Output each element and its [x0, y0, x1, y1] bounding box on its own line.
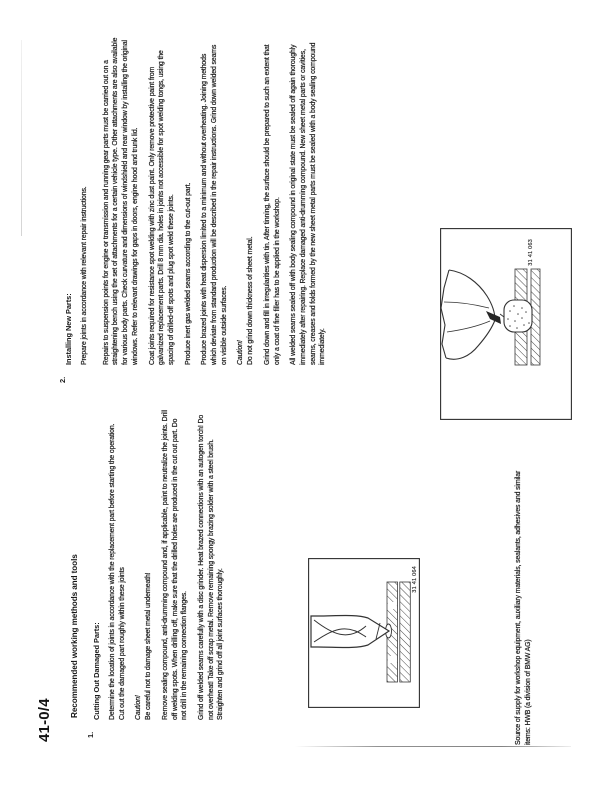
drill-illustration: [308, 558, 420, 708]
figure-number: 31 41 063: [528, 239, 534, 266]
section-title: Installing New Parts:: [64, 293, 73, 365]
tinning-illustration: [440, 228, 572, 420]
right-column: [58, 39, 335, 385]
paragraph: Coat joints required for resistance spot welding with zinc dust paint. Only remove protective paint from galvanized replacement parts. Drill 8 mm dia. holes in joints not accessible for spot welding tongs, using the spacing of drilled-off spots and plug spot weld these joints.: [148, 50, 175, 365]
caution-label: Caution!: [237, 340, 245, 365]
section-number: 2.: [58, 376, 67, 383]
spot-weld-gap: [388, 656, 397, 663]
left-column: [70, 408, 233, 740]
section-number: 1.: [86, 731, 95, 738]
paragraph: Grind off welded seams carefully with a disc grinder. Heat brazed connections with an autogen torch! Do not overheat! Take off scrap metal. Remove remaining spongy brazing solder with a steel brush. Straighten and grind off all joint surfaces thoroughly.: [197, 414, 225, 720]
paragraph: Produce inert gas welded seams according to the cut-out part.: [184, 182, 192, 365]
paragraph-text: Cut out the damaged part roughly within these joints: [118, 567, 126, 720]
section-cutting-out: [86, 408, 104, 740]
section-title: Cutting Out Damaged Parts:: [92, 622, 101, 720]
caution-block: [134, 408, 153, 720]
scan-edge-shadow: [295, 746, 571, 747]
drill-figure: [308, 558, 420, 708]
paragraph: Produce brazed joints with heat dispersion limited to a minimum and without overheating. Joining methods which deviate from standard production will be described in the repair instructions. Grind down welded seams on visible outside surfaces.: [201, 44, 228, 365]
caution-text: Be careful not to damage sheet metal underneath!: [145, 572, 153, 720]
caution-text: Do not grind down thickness of sheet metal.: [247, 236, 255, 365]
tin-blob: [504, 300, 532, 332]
caution-block: [236, 37, 255, 365]
source-line-2: items: HWB (a division of BMW AG): [524, 639, 532, 745]
figure-number: 31 41 064: [412, 566, 418, 593]
paragraph: [108, 408, 127, 720]
spot-weld-gap: [388, 602, 397, 609]
scan-edge-shadow: [21, 40, 22, 236]
source-line-1: Source of supply for workshop equipment, auxiliary materials, sealants, adhesives and similar: [515, 470, 522, 745]
paragraph: All welded seams sealed off with body sealing compound in original state must be sealed off again thoroughly immediately after repairing. Replace damaged anti-drumming compound. New sheet metal parts or cavities, seams, creases and folds formed by the new sheet metal parts must be sealed with a body sealing compound immediately.: [290, 42, 327, 365]
source-of-supply-note: [514, 400, 534, 745]
tinning-figure: [440, 228, 572, 420]
paragraph: Grind down and fill in irregularities with tin. After tinning, the surface should be prepared to such an extent that only a coat of fine filler has to be applied in the workshop.: [263, 44, 281, 365]
paragraph-text: Determine the location of joints in accordance with the replacement part before starting the operation.: [109, 423, 116, 720]
paragraph: Prepare joints in accordance with relevant repair instructions.: [81, 186, 88, 365]
paragraph: Repairs to suspension points for engine or transmission and running gear parts must be carried out on a straightening bench using the set of attachments for a certain vehicle type. Other attachments are also available for various body parts. Check curvature and dimensions of windshield and rear window by installing the original windows. Refer to relevant drawings for gaps in doors, engine hood and trunk lid.: [102, 37, 139, 365]
paragraph: Remove sealing compound, anti-drumming compound and, if applicable, paint to neutralize the joints. Drill off welding spots. When drilling off, make sure that the drilled holes are produced in the cut out part. Do not drill in the remaining connection flanges.: [161, 410, 189, 720]
page-number-title: 41-0/4: [36, 698, 53, 742]
caution-label: Caution!: [135, 695, 143, 720]
column-heading: Recommended working methods and tools: [70, 554, 79, 718]
section-installing-new: [58, 39, 76, 385]
